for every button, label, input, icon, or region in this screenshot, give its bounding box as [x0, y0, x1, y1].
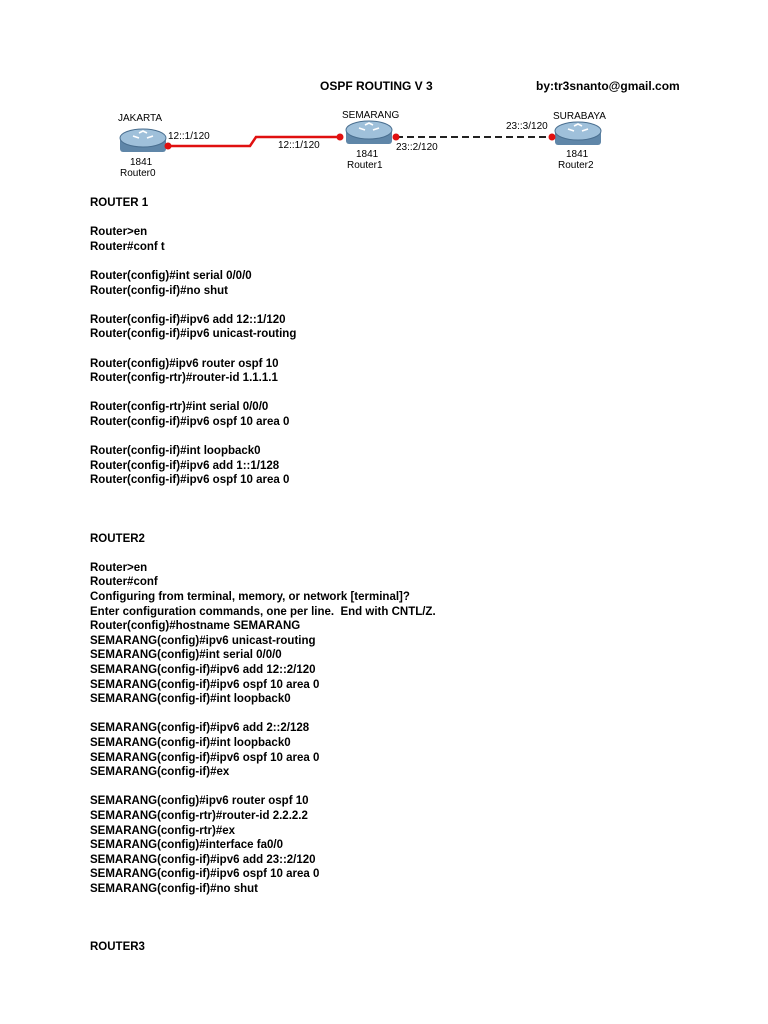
command-line: Router(config)#ipv6 router ospf 10 — [90, 357, 279, 370]
router-name-label: Router0 — [120, 168, 156, 179]
command-line: SEMARANG(config)#ipv6 unicast-routing — [90, 634, 316, 647]
blank-line — [90, 707, 730, 722]
command-line: Router>en — [90, 561, 148, 574]
author-email: by:tr3snanto@gmail.com — [536, 79, 680, 93]
router-model-label: 1841 — [356, 149, 379, 160]
command-line: SEMARANG(config)#int serial 0/0/0 — [90, 649, 282, 662]
router-model-label: 1841 — [566, 149, 589, 160]
link-address-label: 12::1/120 — [168, 131, 210, 142]
blank-line — [90, 546, 730, 561]
command-line: SEMARANG(config-rtr)#ex — [90, 824, 236, 837]
router-icon[interactable] — [346, 121, 392, 144]
command-line: SEMARANG(config-rtr)#router-id 2.2.2.2 — [90, 809, 308, 822]
port-dot — [337, 134, 344, 141]
command-line: SEMARANG(config-if)#ipv6 ospf 10 area 0 — [90, 868, 320, 881]
command-line: SEMARANG(config-if)#ipv6 ospf 10 area 0 — [90, 678, 320, 691]
link-address-label: 23::2/120 — [396, 142, 438, 153]
command-line: SEMARANG(config-if)#no shut — [90, 882, 259, 895]
router-city-label: JAKARTA — [118, 113, 163, 124]
command-line: Router(config-if)#ipv6 unicast-routing — [90, 328, 297, 341]
router-name-label: Router2 — [558, 160, 594, 171]
router-city-label: SEMARANG — [342, 110, 400, 121]
blank-line — [90, 254, 730, 269]
blank-line — [90, 298, 730, 313]
command-line: SEMARANG(config-if)#ipv6 ospf 10 area 0 — [90, 751, 320, 764]
port-dot — [165, 143, 172, 150]
blank-line — [90, 211, 730, 226]
command-line: SEMARANG(config-if)#ipv6 add 23::2/120 — [90, 853, 316, 866]
section-heading: ROUTER3 — [90, 941, 145, 954]
command-line: SEMARANG(config-if)#ipv6 add 2::2/128 — [90, 722, 310, 735]
router-model-label: 1841 — [130, 157, 153, 168]
command-line: SEMARANG(config-if)#int loopback0 — [90, 736, 291, 749]
blank-line — [90, 386, 730, 401]
command-line: SEMARANG(config)#interface fa0/0 — [90, 839, 283, 852]
blank-line — [90, 430, 730, 445]
command-line: Router(config-if)#int loopback0 — [90, 445, 261, 458]
command-line: Router(config-if)#ipv6 add 1::1/128 — [90, 459, 280, 472]
router-icon[interactable] — [120, 129, 166, 152]
command-line: SEMARANG(config-if)#ipv6 add 12::2/120 — [90, 664, 316, 677]
port-dot — [393, 134, 400, 141]
router-icon[interactable] — [555, 122, 601, 145]
blank-line — [90, 780, 730, 795]
port-dot — [549, 134, 556, 141]
section-spacer — [90, 488, 730, 532]
link-address-label: 23::3/120 — [506, 121, 548, 132]
command-line: Router(config-if)#ipv6 add 12::1/120 — [90, 313, 286, 326]
command-line: Configuring from terminal, memory, or network [terminal]? — [90, 591, 410, 604]
command-line: Router(config-if)#ipv6 ospf 10 area 0 — [90, 474, 290, 487]
command-line: SEMARANG(config-if)#int loopback0 — [90, 693, 291, 706]
command-line: Router(config)#int serial 0/0/0 — [90, 269, 252, 282]
config-listing — [90, 196, 730, 955]
command-line: Router#conf t — [90, 240, 165, 253]
document-title: OSPF ROUTING V 3 — [320, 79, 433, 93]
section-spacer — [90, 897, 730, 941]
command-line: SEMARANG(config-if)#ex — [90, 766, 230, 779]
section-heading: ROUTER2 — [90, 532, 145, 545]
command-line: Router(config)#hostname SEMARANG — [90, 620, 301, 633]
command-line: Enter configuration commands, one per line. End with CNTL/Z. — [90, 605, 436, 618]
command-line: Router>en — [90, 226, 148, 239]
section-heading: ROUTER 1 — [90, 197, 149, 209]
command-line: SEMARANG(config)#ipv6 router ospf 10 — [90, 795, 309, 808]
blank-line — [90, 342, 730, 357]
command-line: Router(config-rtr)#router-id 1.1.1.1 — [90, 372, 278, 385]
network-topology-diagram — [100, 104, 700, 184]
link-address-label: 12::1/120 — [278, 140, 320, 151]
command-line: Router(config-if)#ipv6 ospf 10 area 0 — [90, 415, 290, 428]
command-line: Router(config-if)#no shut — [90, 284, 228, 297]
router-city-label: SURABAYA — [553, 111, 606, 122]
command-line: Router#conf — [90, 576, 158, 589]
router-name-label: Router1 — [347, 160, 383, 171]
command-line: Router(config-rtr)#int serial 0/0/0 — [90, 401, 269, 414]
